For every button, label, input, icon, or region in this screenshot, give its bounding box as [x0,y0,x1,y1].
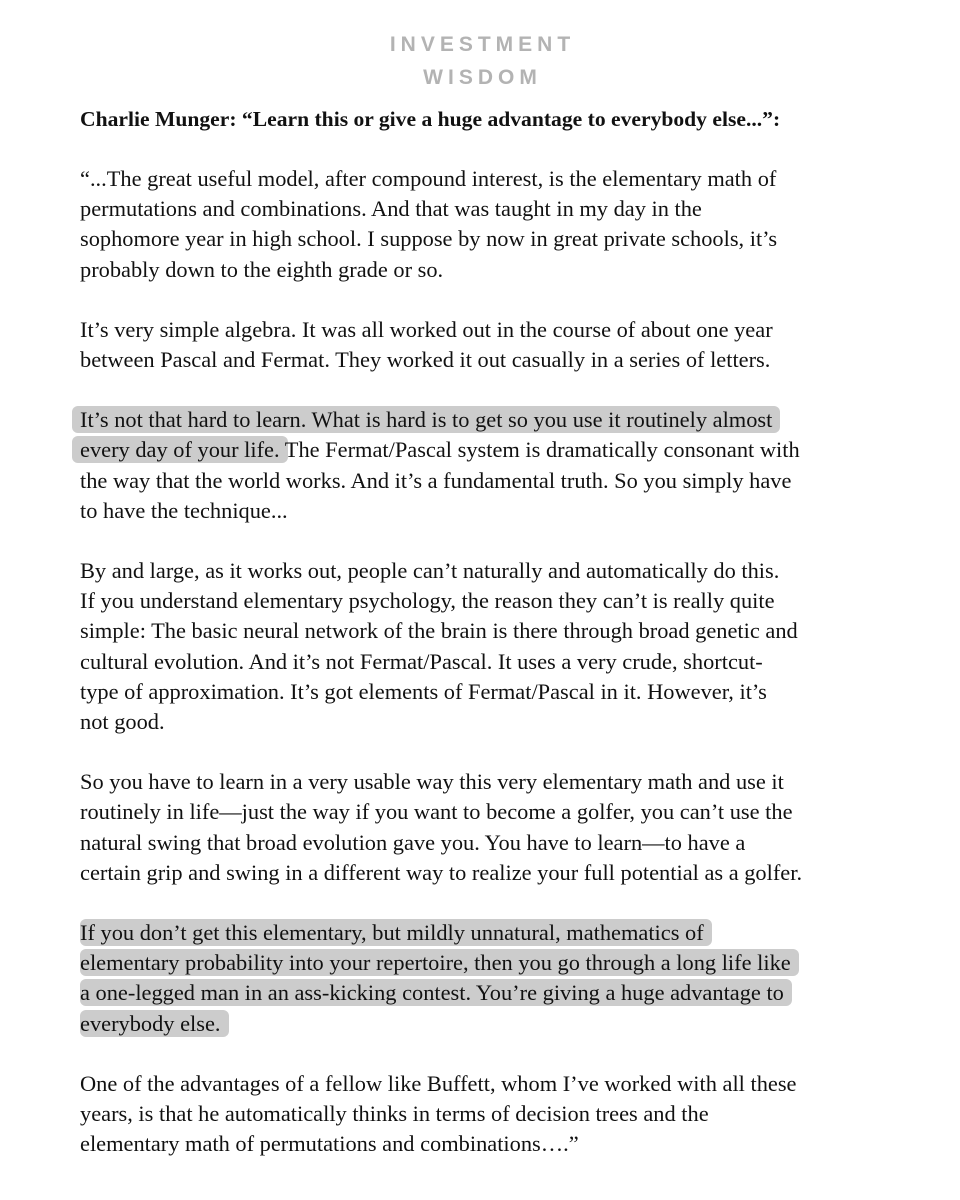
text-line [80,405,900,435]
text-line: the way that the world works. And it’s a fundamental truth. So you simply have [80,467,792,493]
text-line [80,948,900,978]
highlighted-text: everybody else. [80,1010,229,1037]
section-header [0,28,960,94]
paragraph-7 [80,1069,900,1160]
text-line: years, is that he automatically thinks in terms of decision trees and the [80,1101,709,1127]
text-line [80,1009,900,1039]
text-line: simple: The basic neural network of the brain is there through broad genetic and [80,618,798,644]
text-line: “...The great useful model, after compound interest, is the elementary math of [80,166,777,191]
text-line: permutations and combinations. And that was taught in my day in the [80,196,702,222]
text-line: between Pascal and Fermat. They worked it out casually in a series of letters. [80,347,771,373]
text-line [80,918,900,948]
text-line: certain grip and swing in a different way to realize your full potential as a golfer. [80,859,803,885]
text-line: sophomore year in high school. I suppose by now in great private schools, it’s [80,226,778,252]
text-line: It’s very simple algebra. It was all worked out in the course of about one year [80,316,773,342]
text-line: routinely in life—just the way if you want to become a golfer, you can’t use the [80,799,793,825]
text-line: to have the technique... [80,497,288,523]
text-line: probably down to the eighth grade or so. [80,256,444,282]
header-line-2: WISDOM [423,66,542,89]
article-title: Charlie Munger: “Learn this or give a huge advantage to everybody else...”: [80,107,781,131]
text-line: type of approximation. It’s got elements of Fermat/Pascal in it. However, it’s [80,678,767,704]
paragraph-2 [80,315,900,375]
text-line [80,435,900,465]
text-line: By and large, as it works out, people can’t naturally and automatically do this. [80,558,780,584]
text-line: elementary math of permutations and combinations….” [80,1131,579,1157]
highlighted-text: It’s not that hard to learn. What is hard is to get so you use it routinely almost [72,406,780,433]
paragraph-6 [80,918,900,1039]
highlighted-text: If you don’t get this elementary, but mildly unnatural, mathematics of [80,919,712,946]
highlighted-text: every day of your life. [72,436,288,463]
paragraph-1 [80,164,900,285]
paragraph-5 [80,767,900,888]
header-line-1: INVESTMENT [389,33,576,56]
text-line: So you have to learn in a very usable way this very elementary math and use it [80,769,784,795]
text-line [80,978,900,1008]
text-segment: The Fermat/Pascal system is dramatically consonant with [279,437,800,463]
text-line: cultural evolution. And it’s not Fermat/Pascal. It uses a very crude, shortcut- [80,648,763,674]
highlighted-text: a one-legged man in an ass-kicking contest. You’re giving a huge advantage to [80,979,792,1006]
text-line: natural swing that broad evolution gave you. You have to learn—to have a [80,829,746,855]
text-line: If you understand elementary psychology, the reason they can’t is really quite [80,588,775,614]
paragraph-4 [80,556,900,737]
highlighted-text: elementary probability into your repertoire, then you go through a long life like [80,949,799,976]
paragraph-3 [80,405,900,526]
article-body [80,100,900,1159]
text-line: not good. [80,709,165,735]
text-line: One of the advantages of a fellow like Buffett, whom I’ve worked with all these [80,1070,797,1096]
